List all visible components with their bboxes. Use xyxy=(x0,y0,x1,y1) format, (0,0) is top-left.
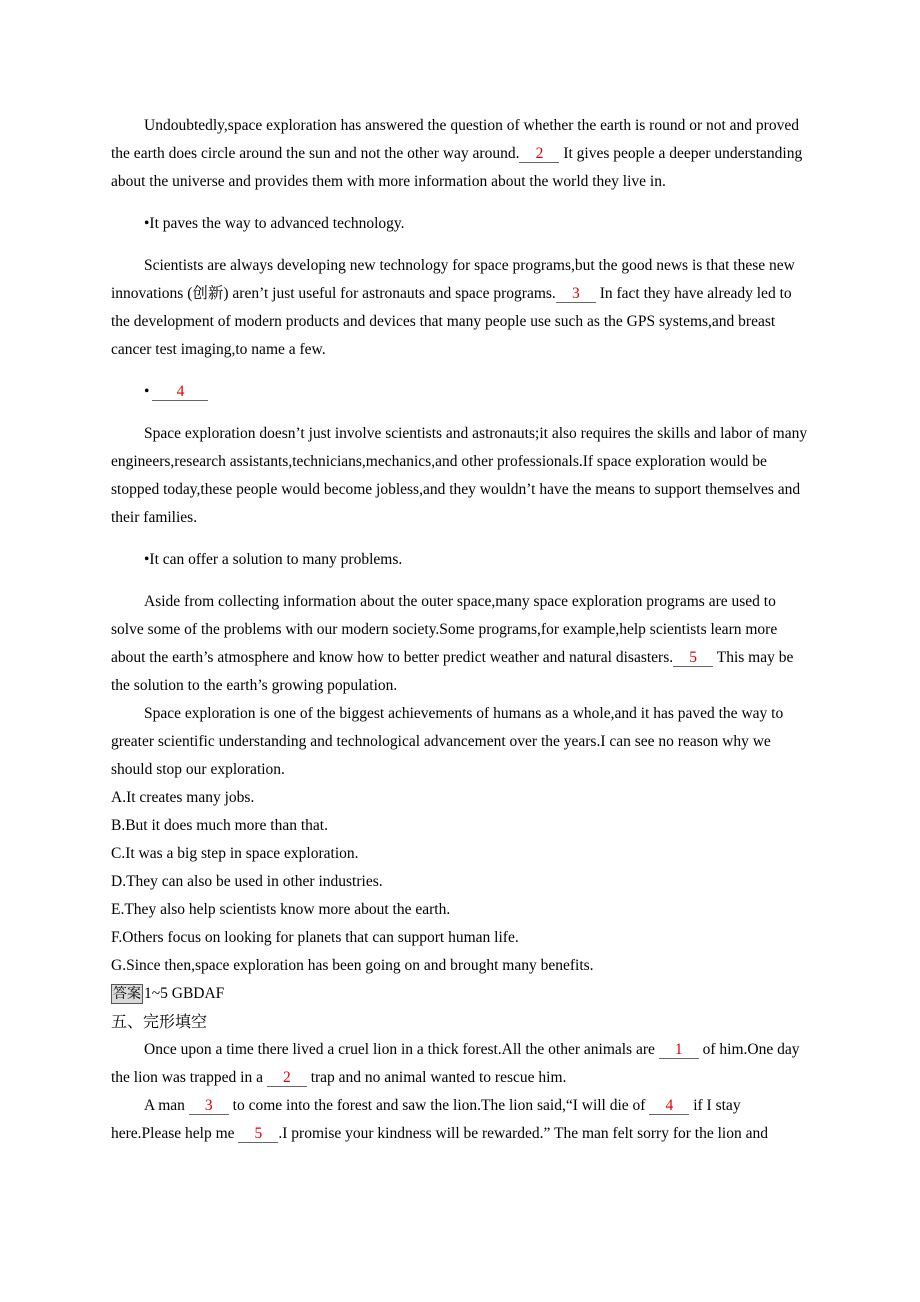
subheading-blank-4 xyxy=(111,378,811,406)
bullet-glyph: • xyxy=(144,383,150,400)
blank-4[interactable]: 4 xyxy=(152,384,208,401)
blank-5[interactable]: 5 xyxy=(673,650,713,667)
cloze-blank-5[interactable]: 5 xyxy=(238,1126,278,1143)
paragraph-text: Aside from collecting information about the outer space,many space exploration programs are used to solve some of the problems with our modern society.Some programs,for example,help scientists learn more about the earth’s atmosphere and know how to better predict weather and natural disasters. xyxy=(111,593,778,666)
paragraph-text: This may be the solution to the earth’s growing population. xyxy=(111,649,794,694)
passage-paragraph-2 xyxy=(111,252,811,364)
paragraph-text: of him.One day the lion was trapped in a xyxy=(111,1041,800,1086)
paragraph-text: Undoubtedly,space exploration has answered the question of whether the earth is round or not and proved the earth does circle around the sun and not the other way around. xyxy=(111,117,799,162)
options-list xyxy=(111,784,811,980)
subheading-advanced-technology: •It paves the way to advanced technology. xyxy=(144,215,405,232)
document-page xyxy=(111,112,811,1148)
paragraph-text: if I stay here.Please help me xyxy=(111,1097,741,1142)
answer-badge: 答案 xyxy=(113,986,141,1002)
paragraph-text: Scientists are always developing new technology for space programs,but the good news is that these new innovations (创新) aren’t just useful for astronauts and space programs. xyxy=(111,257,795,302)
passage-paragraph-3: Space exploration doesn’t just involve scientists and astronauts;it also requires the skills and labor of many engineers,research assistants,technicians,mechanics,and other professionals.If space exploration would be stopped today,these people would become jobless,and they wouldn’t have the means to support themselves and their families. xyxy=(111,425,808,526)
cloze-paragraph-1 xyxy=(111,1036,811,1092)
paragraph-text: A man xyxy=(144,1097,189,1114)
cloze-blank-3[interactable]: 3 xyxy=(189,1098,229,1115)
paragraph-text: It gives people a deeper understanding about the universe and provides them with more information about the world they live in. xyxy=(111,145,803,190)
option-f: F.Others focus on looking for planets that can support human life. xyxy=(111,929,519,946)
subheading-solution: •It can offer a solution to many problems. xyxy=(144,551,403,568)
paragraph-text: In fact they have already led to the development of modern products and devices that many people use such as the GPS systems,and breast cancer test imaging,to name a few. xyxy=(111,285,792,358)
passage-paragraph-1 xyxy=(111,112,811,196)
blank-3[interactable]: 3 xyxy=(556,286,596,303)
answer-text: 1~5 GBDAF xyxy=(144,985,225,1002)
cloze-blank-1[interactable]: 1 xyxy=(659,1042,699,1059)
option-g: G.Since then,space exploration has been going on and brought many benefits. xyxy=(111,957,594,974)
option-c: C.It was a big step in space exploration. xyxy=(111,845,359,862)
paragraph-text: Once upon a time there lived a cruel lion in a thick forest.All the other animals are xyxy=(144,1041,659,1058)
option-d: D.They can also be used in other industries. xyxy=(111,873,383,890)
paragraph-text: trap and no animal wanted to rescue him. xyxy=(306,1069,567,1086)
option-b: B.But it does much more than that. xyxy=(111,817,328,834)
section-heading-cloze: 五、完形填空 xyxy=(111,1012,208,1031)
cloze-blank-4[interactable]: 4 xyxy=(649,1098,689,1115)
passage-paragraph-5: Space exploration is one of the biggest achievements of humans as a whole,and it has paved the way to greater scientific understanding and technological advancement over the years.I can see no reason why we should stop our exploration. xyxy=(111,705,784,778)
passage-paragraph-4 xyxy=(111,588,811,700)
cloze-blank-2[interactable]: 2 xyxy=(267,1070,307,1087)
option-e: E.They also help scientists know more about the earth. xyxy=(111,901,451,918)
answer-line xyxy=(111,980,811,1008)
cloze-paragraph-2 xyxy=(111,1092,811,1148)
paragraph-text: to come into the forest and saw the lion.The lion said,“I will die of xyxy=(228,1097,650,1114)
option-a: A.It creates many jobs. xyxy=(111,789,255,806)
paragraph-text: .I promise your kindness will be rewarded.” The man felt sorry for the lion and xyxy=(278,1125,768,1142)
blank-2[interactable]: 2 xyxy=(519,146,559,163)
